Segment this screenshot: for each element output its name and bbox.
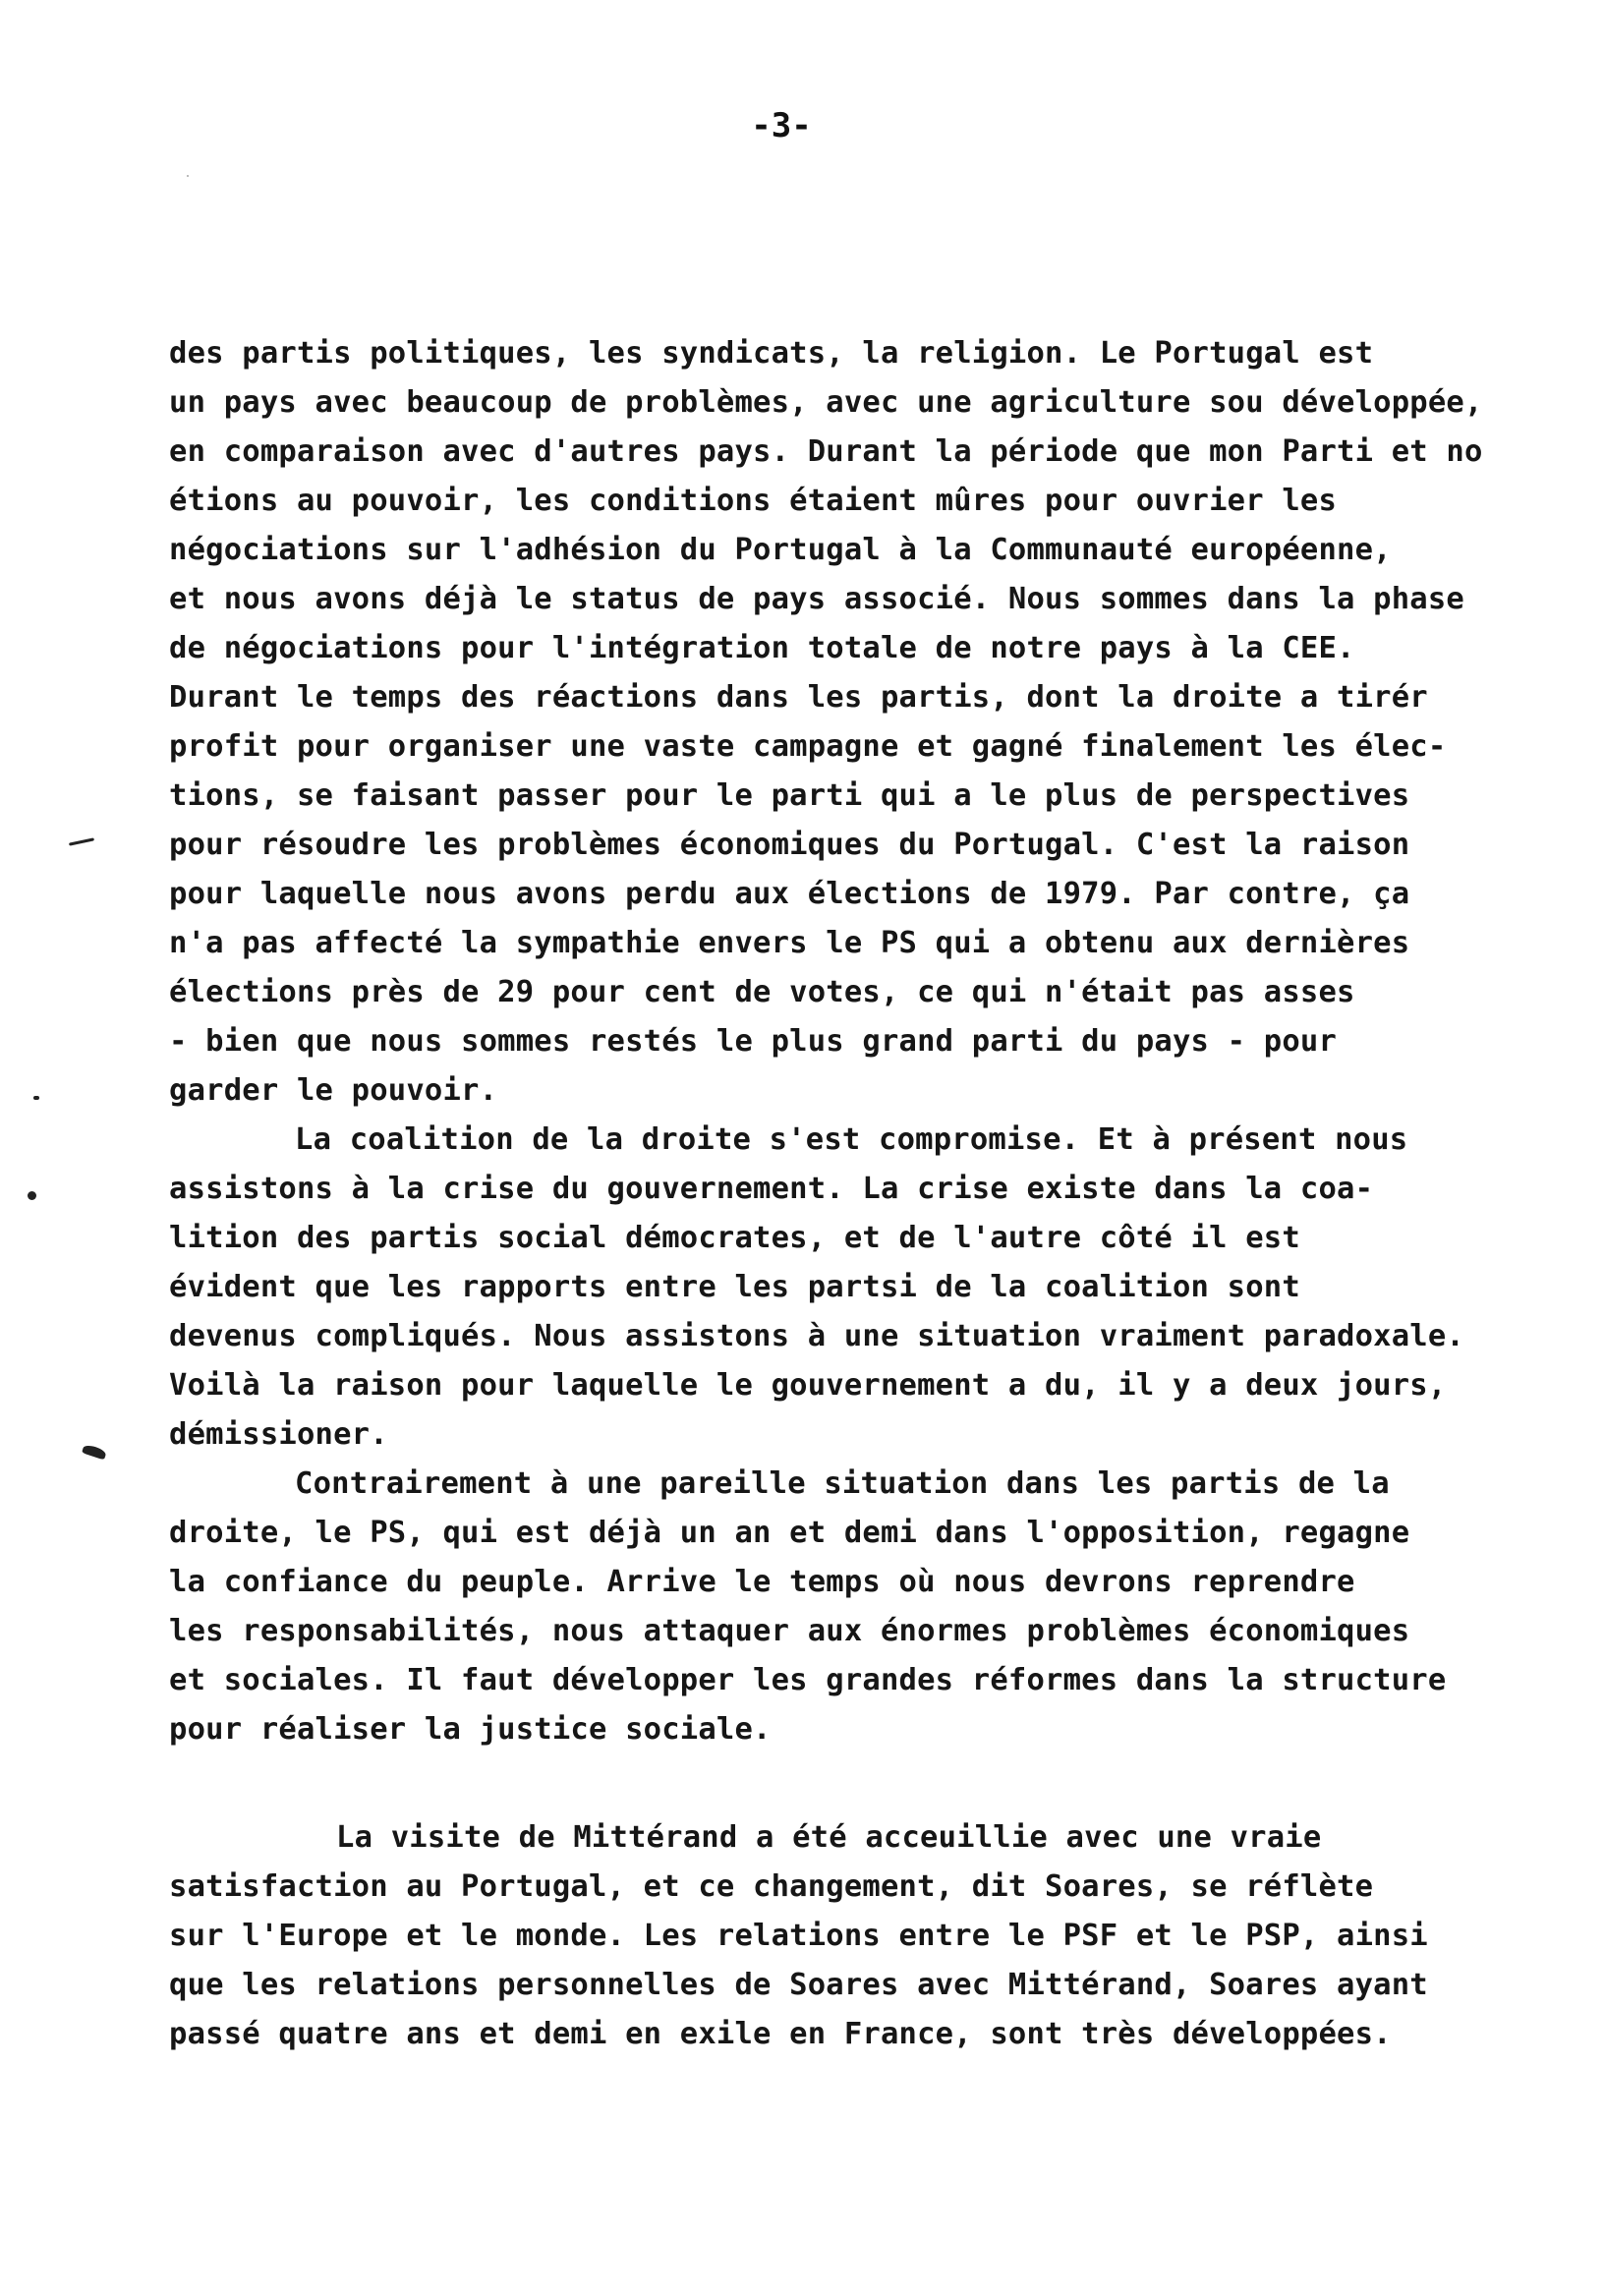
text-line: en comparaison avec d'autres pays. Durant la période que mon Parti et no: [169, 434, 1483, 469]
text-line: la confiance du peuple. Arrive le temps où nous devrons reprendre: [169, 1565, 1355, 1599]
margin-mark: [69, 837, 94, 845]
text-line: passé quatre ans et demi en exile en France, sont très développées.: [169, 2017, 1392, 2051]
text-line: et nous avons déjà le status de pays associé. Nous sommes dans la phase: [169, 582, 1464, 616]
text-line: élections près de 29 pour cent de votes, ce qui n'était pas asses: [169, 975, 1355, 1009]
text-line: que les relations personnelles de Soares avec Mittérand, Soares ayant: [169, 1968, 1428, 2002]
text-line: des partis politiques, les syndicats, la religion. Le Portugal est: [169, 336, 1374, 371]
margin-mark: [82, 1444, 107, 1461]
text-line: devenus compliqués. Nous assistons à une situation vraiment paradoxale.: [169, 1319, 1464, 1353]
text-line: les responsabilités, nous attaquer aux énormes problèmes économiques: [169, 1614, 1410, 1648]
text-line: - bien que nous sommes restés le plus grand parti du pays - pour: [169, 1024, 1338, 1059]
text-line: sur l'Europe et le monde. Les relations entre le PSF et le PSP, ainsi: [169, 1919, 1428, 1953]
text-line: lition des partis social démocrates, et de l'autre côté il est: [169, 1221, 1300, 1255]
text-line: profit pour organiser une vaste campagne et gagné finalement les élec-: [169, 729, 1447, 764]
text-line: évident que les rapports entre les partsi de la coalition sont: [169, 1270, 1300, 1304]
text-line: Voilà la raison pour laquelle le gouvernement a du, il y a deux jours,: [169, 1368, 1447, 1403]
margin-mark: [33, 1096, 39, 1100]
text-line: tions, se faisant passer pour le parti qui a le plus de perspectives: [169, 778, 1410, 813]
text-line: démissioner.: [169, 1417, 388, 1452]
text-line: garder le pouvoir.: [169, 1073, 498, 1108]
paragraph-start: Contrairement à une pareille situation dans les partis de la: [295, 1466, 1390, 1501]
text-line: pour résoudre les problèmes économiques du Portugal. C'est la raison: [169, 828, 1410, 862]
paragraph-start: La visite de Mittérand a été acceuillie avec une vraie: [336, 1820, 1322, 1855]
text-line: satisfaction au Portugal, et ce changement, dit Soares, se réflète: [169, 1869, 1374, 1904]
text-line: pour réaliser la justice sociale.: [169, 1712, 772, 1747]
text-line: n'a pas affecté la sympathie envers le PS qui a obtenu aux dernières: [169, 926, 1410, 960]
text-line: un pays avec beaucoup de problèmes, avec une agriculture sou développée,: [169, 385, 1483, 420]
margin-mark: [28, 1191, 36, 1200]
page-number: -3-: [751, 106, 812, 145]
text-line: Durant le temps des réactions dans les partis, dont la droite a tirér: [169, 680, 1428, 715]
text-line: de négociations pour l'intégration totale de notre pays à la CEE.: [169, 631, 1355, 665]
text-line: étions au pouvoir, les conditions étaient mûres pour ouvrier les: [169, 484, 1338, 518]
text-line: et sociales. Il faut développer les grandes réformes dans la structure: [169, 1663, 1447, 1697]
text-line: assistons à la crise du gouvernement. La crise existe dans la coa-: [169, 1172, 1374, 1206]
text-line: pour laquelle nous avons perdu aux élections de 1979. Par contre, ça: [169, 877, 1410, 911]
text-line: droite, le PS, qui est déjà un an et demi dans l'opposition, regagne: [169, 1516, 1410, 1550]
text-line: négociations sur l'adhésion du Portugal à la Communauté européenne,: [169, 533, 1392, 567]
paragraph-start: La coalition de la droite s'est compromise. Et à présent nous: [295, 1122, 1408, 1157]
margin-mark: [187, 175, 189, 177]
